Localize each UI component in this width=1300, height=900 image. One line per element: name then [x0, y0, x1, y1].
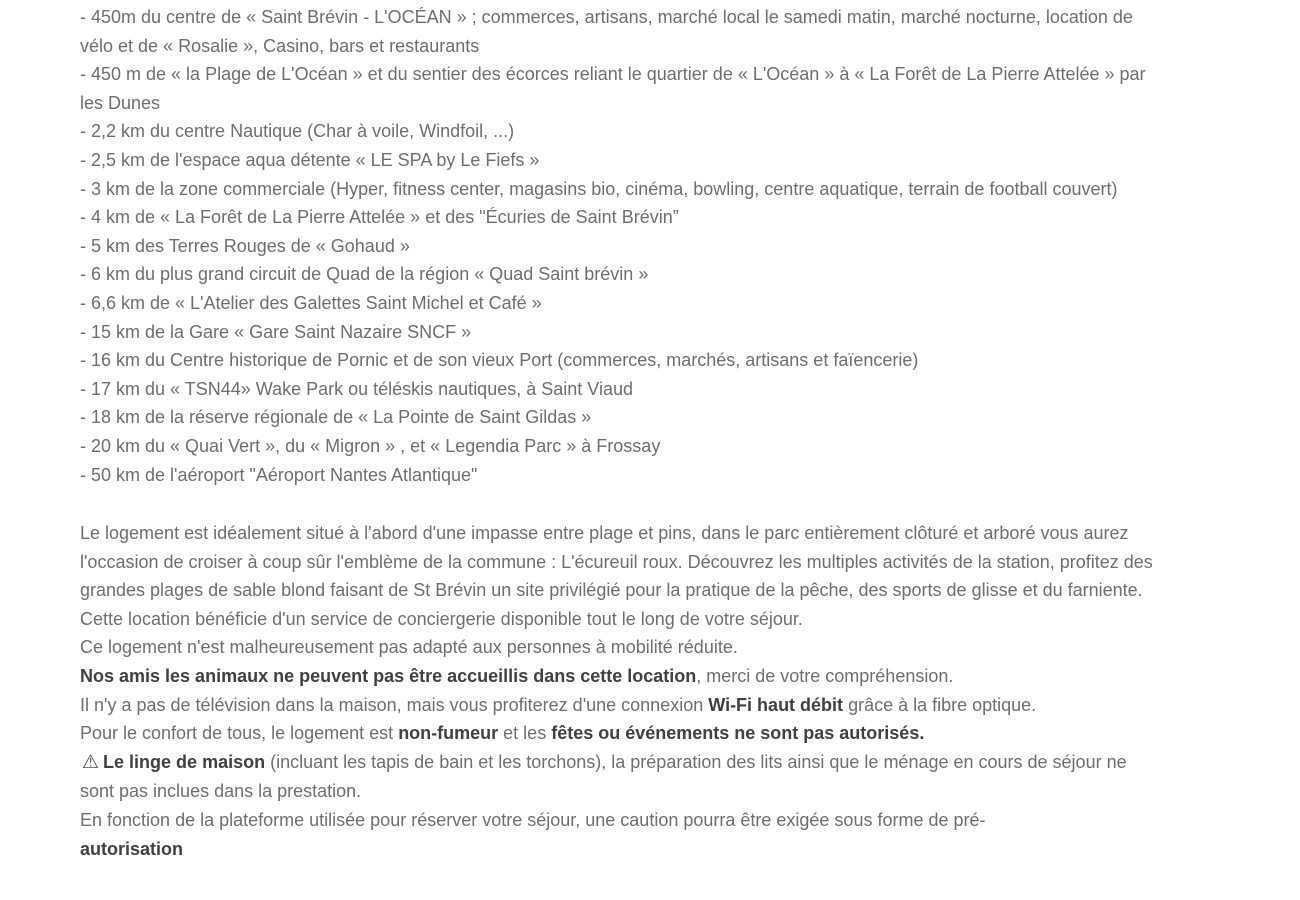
text-segment: Le logement est idéalement situé à l'abord d'une impasse entre plage et pins, dans le parc entièrement clôturé et arboré vous aurez l'occasion de croiser à coup sûr l'emblème de la commune : L'écureuil roux. Découvrez les multiples activités de la station, profitez des grandes plages de sable blond faisant de St Brévin un site privilégié pour la pratique de la pêche, des sports de glisse et du farniente. — [80, 523, 1153, 601]
distance-item: - 6 km du plus grand circuit de Quad de la région « Quad Saint brévin » — [80, 264, 649, 285]
description-paragraph — [80, 691, 1160, 720]
text-segment: , merci de votre compréhension. — [696, 666, 954, 687]
clipped-next-line — [80, 835, 1160, 864]
distance-item: - 18 km de la réserve régionale de « La Pointe de Saint Gildas » — [80, 407, 592, 428]
text-segment: Pour le confort de tous, le logement est — [80, 723, 399, 744]
distance-item: - 16 km du Centre historique de Pornic et de son vieux Port (commerces, marchés, artisans et faïencerie) — [80, 350, 919, 371]
distance-item: - 50 km de l'aéroport "Aéroport Nantes Atlantique" — [80, 464, 478, 485]
distance-item: - 17 km du « TSN44» Wake Park ou téléskis nautiques, à Saint Viaud — [80, 378, 633, 399]
distance-item: - 5 km des Terres Rouges de « Gohaud » — [80, 235, 410, 256]
text-segment: Ce logement n'est malheureusement pas adapté aux personnes à mobilité réduite. — [80, 637, 738, 658]
description-paragraph — [80, 519, 1160, 605]
distance-item: - 450m du centre de « Saint Brévin - L'OCÉAN » ; commerces, artisans, marché local le samedi matin, marché nocturne, location de vélo et de « Rosalie », Casino, bars et restaurants — [80, 7, 1133, 56]
distance-item: - 2,5 km de l'espace aqua détente « LE SPA by Le Fiefs » — [80, 149, 540, 170]
main-content — [80, 3, 1160, 863]
bold-text: Nos amis les animaux ne peuvent pas être accueillis dans cette location — [80, 666, 697, 687]
description-paragraph — [80, 633, 1160, 662]
distance-item: - 2,2 km du centre Nautique (Char à voile, Windfoil, ...) — [80, 121, 515, 142]
description-paragraph — [80, 748, 1160, 806]
bold-text: Le linge de maison — [103, 751, 266, 772]
distance-item: - 15 km de la Gare « Gare Saint Nazaire SNCF » — [80, 321, 472, 342]
description-paragraph — [80, 662, 1160, 691]
text-segment: (incluant les tapis de bain et les torchons), la préparation des lits ainsi que le ménage en cours de séjour ne sont pas inclues dans la prestation. — [80, 751, 1127, 802]
bold-text: autorisation — [80, 838, 184, 859]
text-segment: et les — [498, 723, 552, 744]
distance-item: - 6,6 km de « L'Atelier des Galettes Saint Michel et Café » — [80, 292, 542, 313]
description-paragraph — [80, 806, 1160, 835]
distance-item: - 450 m de « la Plage de L'Océan » et du sentier des écorces reliant le quartier de « L'Océan » à « La Forêt de La Pierre Attelée » par les Dunes — [80, 64, 1146, 113]
text-segment: En fonction de la plateforme utilisée pour réserver votre séjour, une caution pourra être exigée sous forme de pré- — [80, 810, 986, 831]
text-segment: grâce à la fibre optique. — [843, 694, 1037, 715]
warning-icon: ⚠ — [82, 751, 100, 773]
description-paragraph — [80, 605, 1160, 634]
distances-list — [80, 3, 1160, 489]
distance-item: - 4 km de « La Forêt de La Pierre Attelée » et des "Écuries de Saint Brévin” — [80, 207, 679, 228]
text-segment: Cette location bénéficie d'un service de conciergerie disponible tout le long de votre séjour. — [80, 608, 803, 629]
description-block — [80, 519, 1160, 863]
bold-text: Wi-Fi haut débit — [708, 694, 844, 715]
bold-text: non-fumeur — [398, 723, 499, 744]
description-paragraph — [80, 719, 1160, 748]
distance-item: - 20 km du « Quai Vert », du « Migron » , et « Legendia Parc » à Frossay — [80, 435, 661, 456]
distance-item: - 3 km de la zone commerciale (Hyper, fitness center, magasins bio, cinéma, bowling, centre aquatique, terrain de football couvert) — [80, 178, 1118, 199]
bold-text: fêtes ou événements ne sont pas autorisés. — [551, 723, 925, 744]
text-segment: Il n'y a pas de télévision dans la maison, mais vous profiterez d'une connexion — [80, 694, 709, 715]
